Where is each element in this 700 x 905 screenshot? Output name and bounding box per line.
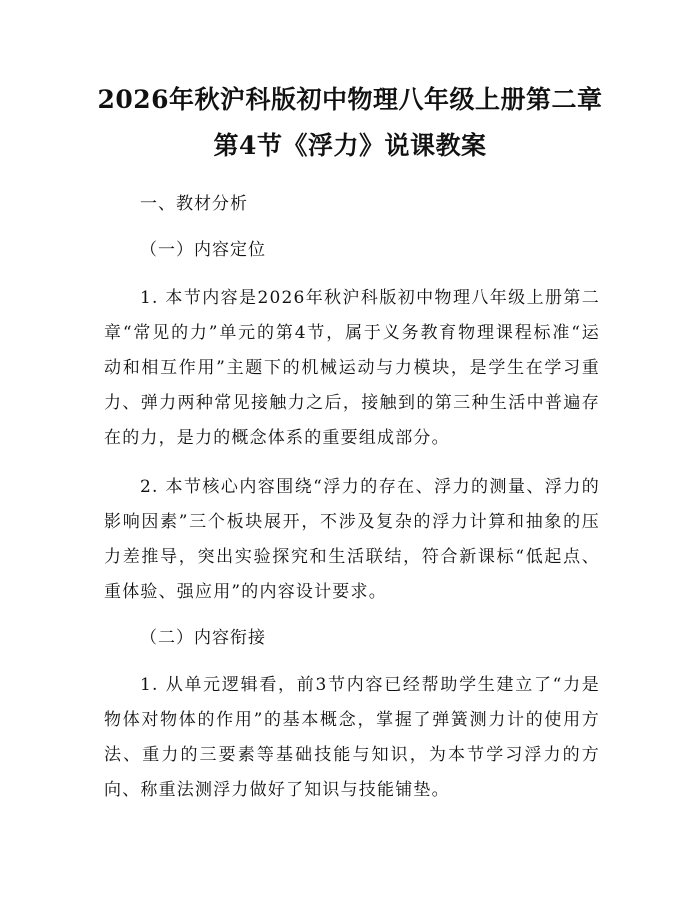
- document-title-line-1: 2026年秋沪科版初中物理八年级上册第二章: [97, 85, 603, 114]
- paragraph-content-positioning-1: 1. 本节内容是2026年秋沪科版初中物理八年级上册第二章“常见的力”单元的第4节，属于义务教育物理课程标准“运动和相互作用”主题下的机械运动与力模块，是学生在学习重力、弹力两种常见接触力之后，接触到的第三种生活中普遍存在的力，是力的概念体系的重要组成部分。: [104, 288, 600, 448]
- subsection-heading-content-positioning: （一）内容定位: [140, 240, 266, 260]
- paragraph-content-positioning-2: 2. 本节核心内容围绕“浮力的存在、浮力的测量、浮力的影响因素”三个板块展开，不涉及复杂的浮力计算和抽象的压力差推导，突出实验探究和生活联结，符合新课标“低起点、重体验、强应用”的内容设计要求。: [104, 477, 600, 602]
- section-heading-textbook-analysis: 一、教材分析: [140, 194, 248, 214]
- subsection-heading-content-connection: （二）内容衔接: [140, 628, 266, 648]
- document-title-line-2: 第4节《浮力》说课教案: [213, 131, 487, 160]
- paragraph-content-connection-1: 1. 从单元逻辑看，前3节内容已经帮助学生建立了“力是物体对物体的作用”的基本概念，掌握了弹簧测力计的使用方法、重力的三要素等基础技能与知识，为本节学习浮力的方向、称重法测浮力做好了知识与技能铺垫。: [104, 675, 600, 800]
